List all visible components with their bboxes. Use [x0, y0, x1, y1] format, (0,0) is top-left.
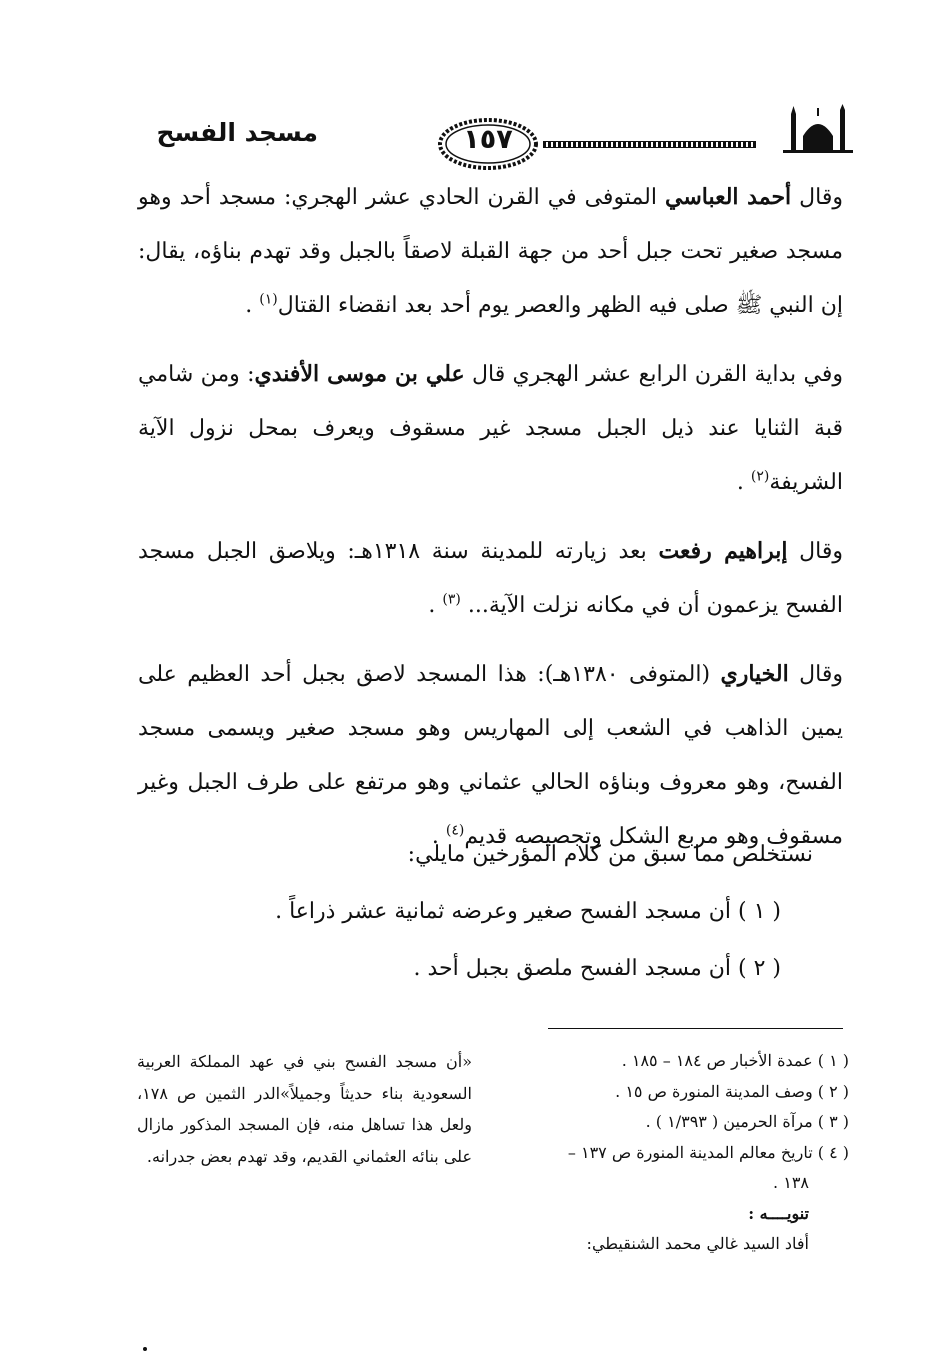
footnote-reference[interactable]: (٤) [445, 822, 465, 839]
header-ornamental-rule-right [543, 141, 756, 148]
main-text [138, 170, 843, 864]
footnote-item-continuation: ١٣٨ . [773, 1173, 809, 1192]
cited-author-name: إبراهيم رفعت [658, 538, 788, 564]
footnote-reference[interactable]: (١) [259, 291, 278, 308]
footnotes-list [519, 1046, 849, 1260]
summary-item: ( ١ ) أن مسجد الفسح صغير وعرضه ثمانية عشر ذراعاً . [275, 899, 781, 924]
footnote-item: ( ٣ ) مرآة الحرمين ( ١/٣٩٣ ) . [645, 1112, 849, 1131]
footnote-reference[interactable]: (٣) [442, 591, 461, 608]
paragraph-afandi [138, 347, 843, 510]
summary-item: ( ٢ ) أن مسجد الفسح ملصق بجبل أحد . [413, 956, 781, 981]
note-quote: «أن مسجد الفسح بني في عهد المملكة العربية السعودية بناء حديثاً وجميلاً»الدر الثمين ص ١٧٨، ولعل هذا تساهل منه، فإن المسجد المذكور مازال على بنائه العثماني القديم، وقد تهدم بعض جدرانه. [137, 1052, 472, 1166]
paragraph-end: . [736, 470, 751, 495]
footnote-reference[interactable]: (٢) [750, 468, 770, 485]
paragraph-lead: وقال [787, 539, 843, 564]
paragraph-text: (المتوفى ١٣٨٠هـ): هذا المسجد لاصق بجبل أحد العظيم على يمين الذاهب في الشعب إلى المهاريس وهو مسجد صغير ويسمى مسجد الفسح، وهو معروف وبناؤه الحالي عثماني وهو مرتفع على طرف الجبل وغير مسقوف وهو مربع الشكل وتجصيصه قديم [138, 662, 843, 849]
note-text: أفاد السيد غالي محمد الشنقيطي: [586, 1234, 809, 1253]
paragraph-end: . [428, 593, 443, 618]
paragraph-text: بعد زيارته للمدينة سنة ١٣١٨هـ: ويلاصق الجبل مسجد الفسح يزعمون أن في مكانه نزلت الآية... [138, 539, 843, 618]
footnote-item: ( ٢ ) وصف المدينة المنورة ص ١٥ . [615, 1081, 849, 1101]
running-header [108, 96, 853, 166]
paragraph-abbasi [138, 170, 843, 333]
paragraph-text: : ومن شامي قبة الثنايا عند ذيل الجبل مسجد غير مسقوف ويعرف بمحل نزول الآية الشريفة [138, 362, 843, 495]
paragraph-end: . [245, 293, 260, 318]
paragraph-lead: وقال [791, 185, 843, 210]
paragraph-text: المتوفى في القرن الحادي عشر الهجري: مسجد أحد وهو مسجد صغير تحت جبل أحد من جهة القبلة لاصقاً بالجبل وقد تهدم بناؤه، يقال: إن النبي ﷺ صلى فيه الظهر والعصر يوم أحد بعد انقضاء القتال [138, 185, 843, 318]
paragraph-rifat [138, 524, 843, 633]
mosque-silhouette-icon [783, 104, 853, 154]
page-speck [143, 1347, 147, 1351]
summary-section [138, 826, 843, 997]
paragraph-lead: وقال [788, 662, 843, 687]
summary-intro: نستخلص مما سبق من كلام المؤرخين مايلي: [407, 842, 813, 867]
footnote-separator [548, 1028, 843, 1029]
cited-author-name: الخياري [720, 661, 789, 687]
note-heading: تنويــــه : [748, 1203, 809, 1223]
footnote-item: ( ٤ ) تاريخ معالم المدينة المنورة ص ١٣٧ – [567, 1142, 849, 1162]
footnote-item: ( ١ ) عمدة الأخبار ص ١٨٤ – ١٨٥ . [621, 1051, 849, 1070]
cited-author-name: علي بن موسى الأفندي [254, 361, 465, 387]
paragraph-lead: وفي بداية القرن الرابع عشر الهجري قال [464, 362, 843, 387]
running-title: مسجد الفسح [156, 118, 318, 147]
paragraph-end: . [431, 824, 446, 849]
cited-author-name: أحمد العباسي [664, 184, 792, 210]
page-number: ١٥٧ [463, 124, 513, 155]
